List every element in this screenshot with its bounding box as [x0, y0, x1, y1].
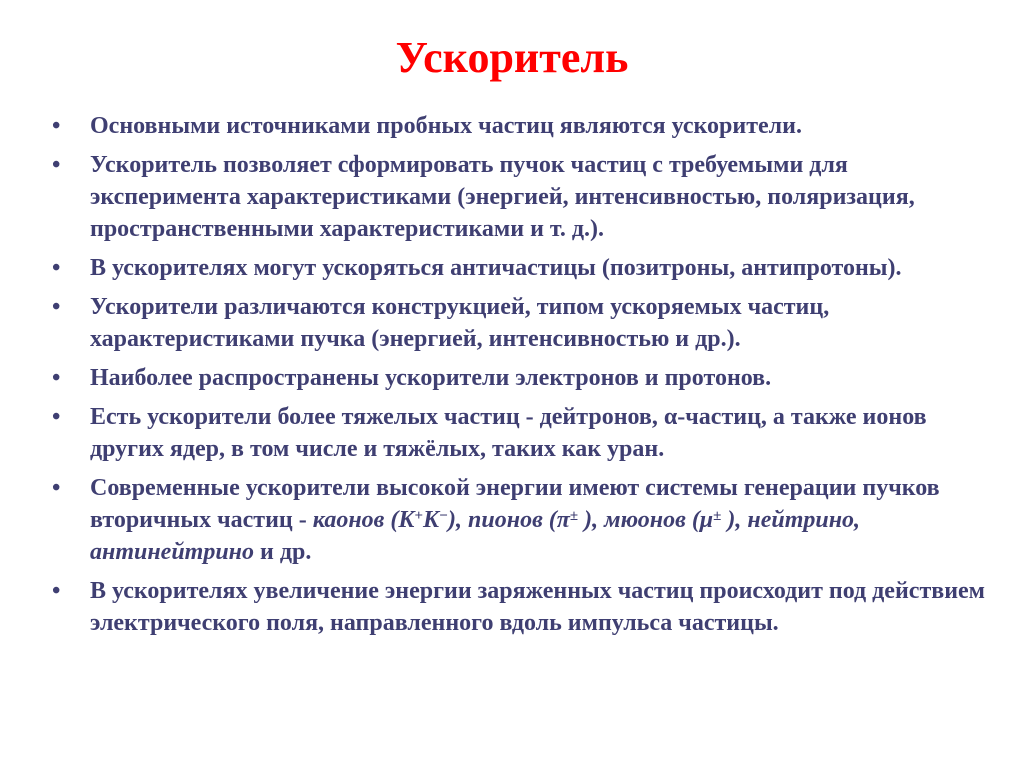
- neutrino-label: нейтрино, антинейтрино: [90, 507, 861, 565]
- pions-close: ),: [578, 507, 599, 533]
- bullet-text-start: Современные ускорители высокой энергии имеют системы генерации пучков вторичных частиц -: [90, 475, 940, 533]
- bullet-text: [90, 475, 940, 565]
- bullet-text: Есть ускорители более тяжелых частиц - дейтронов, α-частиц, а также ионов других ядер, в том числе и тяжёлых, таких как уран.: [90, 404, 927, 462]
- list-item: [50, 291, 1000, 355]
- bullet-marker: •: [52, 404, 61, 430]
- pions-label: пионов (π: [468, 507, 570, 533]
- kaons-label: каонов (: [312, 507, 399, 533]
- kaon-charge-plus: +: [414, 508, 423, 524]
- bullet-text: В ускорителях увеличение энергии заряженных частиц происходит под действием электрического поля, направленного вдоль импульса частицы.: [90, 578, 986, 636]
- bullet-marker: •: [52, 365, 61, 391]
- kaons-close: ),: [448, 507, 469, 533]
- bullet-marker: •: [52, 113, 61, 139]
- list-item: [50, 149, 1000, 245]
- bullet-text: Ускоритель позволяет сформировать пучок частиц с требуемыми для эксперимента характеристиками (энергией, интенсивностью, поляризация, пространственными характеристиками и т. д.).: [90, 152, 915, 242]
- list-item: [50, 110, 1000, 142]
- bullet-text: Наиболее распространены ускорители электронов и протонов.: [90, 365, 772, 391]
- kaon-symbol: K: [398, 507, 415, 533]
- list-item: [50, 401, 1000, 465]
- muons-label: мюонов (μ: [598, 507, 714, 533]
- kaon-charge-minus: −: [438, 508, 449, 524]
- list-item: [50, 362, 1000, 394]
- list-item: [50, 472, 1000, 568]
- muon-charge: ±: [713, 508, 722, 524]
- bullet-marker: •: [52, 152, 61, 178]
- bullet-list: [50, 110, 1000, 646]
- bullet-marker: •: [52, 294, 61, 320]
- slide-title: Ускоритель: [395, 33, 629, 82]
- pion-charge: ±: [569, 508, 579, 524]
- bullet-marker: •: [52, 578, 61, 604]
- bullet-marker: •: [52, 255, 61, 281]
- bullet-text: Ускорители различаются конструкцией, типом ускоряемых частиц, характеристиками пучка (энергией, интенсивностью и др.).: [90, 294, 830, 352]
- list-item: [50, 252, 1000, 284]
- muons-close: ),: [721, 507, 748, 533]
- list-item: [50, 575, 1000, 639]
- bullet-text: Основными источниками пробных частиц являются ускорители.: [90, 113, 802, 139]
- kaon-symbol: K: [422, 507, 439, 533]
- bullet-marker: •: [52, 475, 61, 501]
- bullet-text: В ускорителях могут ускоряться античастицы (позитроны, антипротоны).: [90, 255, 902, 281]
- bullet-text-end: и др.: [254, 539, 312, 565]
